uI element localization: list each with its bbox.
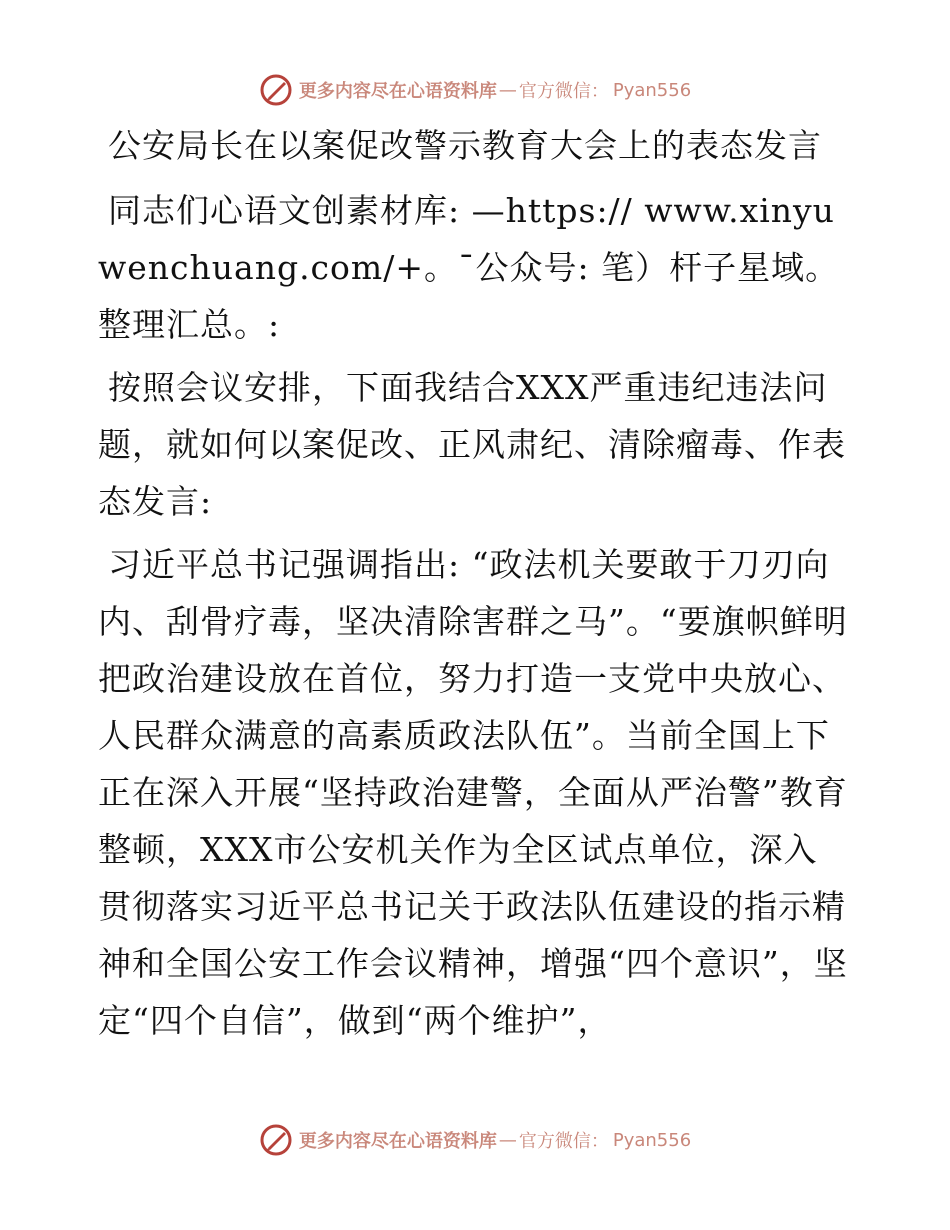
footer-watermark: [0, 1120, 950, 1160]
header-watermark-handle: Pyan556: [612, 79, 692, 101]
pen-logo-icon: [259, 73, 293, 107]
document-body: [98, 122, 850, 1049]
header-watermark: [0, 70, 950, 110]
document-title: 公安局长在以案促改警示教育大会上的表态发言: [108, 126, 822, 165]
footer-watermark-dash: —: [498, 1129, 517, 1151]
footer-watermark-sub: 官方微信：: [518, 1131, 609, 1152]
header-watermark-dash: —: [498, 79, 517, 101]
footer-watermark-handle: Pyan556: [612, 1129, 692, 1151]
pen-logo-icon: [259, 1123, 293, 1157]
paragraph-main: 习近平总书记强调指出: “政法机关要敢于刀刃向内、刮骨疗毒，坚决清除害群之马”。“要旗帜鲜明把政治建设放在首位，努力打造一支党中央放心、人民群众满意的高素质政法队伍”。当前全国上下正在深入开展“坚持政治建警，全面从严治警”教育整顿，XXX市公安机关作为全区试点单位，深入贯彻落实习近平总书记关于政法队伍建设的指示精神和全国公安工作会议精神，增强“四个意识”，坚定“四个自信”，做到“两个维护”，: [98, 545, 848, 1040]
paragraph-source: 同志们心语文创素材库: —https:// www.xinyuwenchuang.com/+。¯公众号: 笔）杆子星域。整理汇总。:: [98, 191, 840, 344]
header-watermark-main: 更多内容尽在心语资料库: [298, 81, 497, 102]
paragraph-intro: 按照会议安排，下面我结合XXX严重违纪违法问题，就如何以案促改、正风肃纪、清除瘤毒、作表态发言:: [98, 368, 846, 521]
header-watermark-sub: 官方微信：: [518, 81, 609, 102]
footer-watermark-main: 更多内容尽在心语资料库: [298, 1131, 497, 1152]
